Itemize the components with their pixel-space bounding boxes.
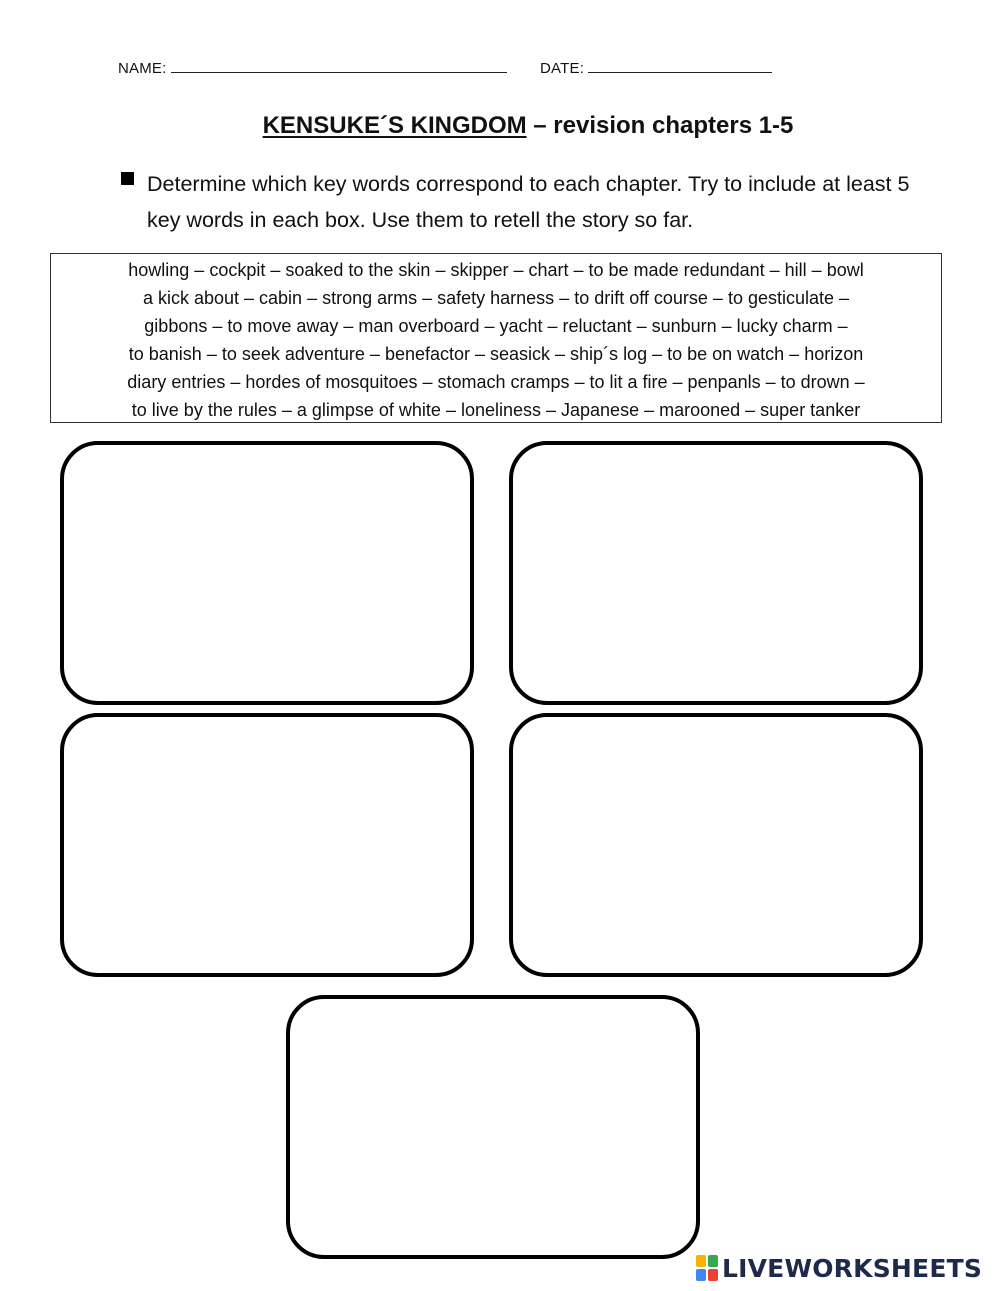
chapter-box-4[interactable] [509, 713, 923, 977]
name-label: NAME: [118, 60, 167, 77]
chapter-box-2[interactable] [509, 441, 923, 705]
word-bank-line: diary entries – hordes of mosquitoes – stomach cramps – to lit a fire – penpanls – to drown – [127, 372, 865, 392]
name-blank[interactable] [171, 58, 507, 73]
title-main: KENSUKE´S KINGDOM [262, 112, 527, 139]
instruction [118, 166, 948, 238]
name-field [118, 58, 507, 77]
word-bank-line: howling – cockpit – soaked to the skin – skipper – chart – to be made redundant – hill – bowl [128, 260, 864, 280]
liveworksheets-logo [696, 1252, 982, 1284]
chapter-box-1[interactable] [60, 441, 474, 705]
date-label: DATE: [540, 60, 585, 77]
chapter-box-5[interactable] [286, 995, 700, 1259]
chapter-box-3[interactable] [60, 713, 474, 977]
word-bank-line: gibbons – to move away – man overboard – yacht – reluctant – sunburn – lucky charm – [144, 316, 848, 336]
page-title [0, 112, 1000, 140]
liveworksheets-logo-icon [696, 1255, 718, 1281]
logo-text: LIVEWORKSHEETS [722, 1253, 983, 1283]
word-bank-line: to live by the rules – a glimpse of white – loneliness – Japanese – marooned – super tanker [131, 400, 861, 420]
word-bank [50, 253, 942, 423]
date-blank[interactable] [588, 58, 772, 73]
instruction-text: Determine which key words correspond to each chapter. Try to include at least 5 key words in each box. Use them to retell the story so far. [147, 172, 910, 232]
date-field [540, 58, 772, 77]
word-bank-line: a kick about – cabin – strong arms – safety harness – to drift off course – to gesticulate – [142, 288, 850, 308]
square-bullet-icon [121, 172, 134, 185]
word-bank-line: to banish – to seek adventure – benefactor – seasick – ship´s log – to be on watch – horizon [128, 344, 864, 364]
title-subtitle: – revision chapters 1-5 [526, 112, 794, 139]
